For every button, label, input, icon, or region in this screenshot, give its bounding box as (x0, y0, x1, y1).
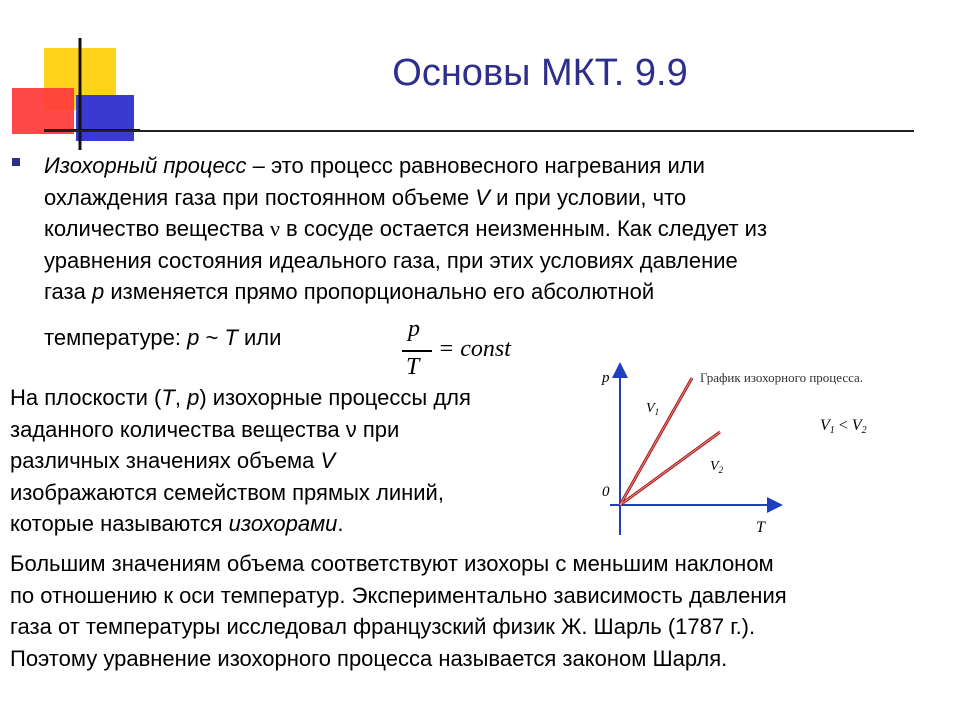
graph-caption: График изохорного процесса. (700, 370, 864, 385)
v1-label: $V_1$ (646, 401, 660, 417)
symbol-nu: ν (269, 216, 280, 241)
axis-x-label: T (756, 519, 765, 536)
para3-line2: по отношению к оси температур. Экспериментально зависимость давления (10, 582, 787, 608)
para1-line5: газа p изменяется прямо пропорционально его абсолютной (44, 279, 655, 304)
isochore-v2-highlight (620, 432, 720, 505)
para1-line3: количество вещества ν в сосуде остается неизменным. Как следует из (44, 216, 768, 241)
para1-line6: температуре: p ~ T или (44, 324, 282, 350)
formula-numerator: p (408, 316, 420, 342)
para3-line1: Большим значениям объема соответствуют изохоры с меньшим наклоном (10, 551, 774, 576)
bullet-icon (12, 158, 20, 166)
term-isochoric-process: Изохорный процесс (44, 153, 247, 178)
para2-line1: На плоскости (T, p) изохорные процессы для (10, 385, 471, 410)
formula-denominator: T (406, 354, 420, 380)
para2-line3: различных значениях объема V (10, 448, 336, 473)
decorative-logo (0, 0, 140, 150)
formula-equals-const: = const (438, 336, 511, 362)
isochoric-process-graph (580, 360, 950, 545)
symbol-v: V (475, 184, 490, 210)
axis-y-label: p (602, 370, 610, 386)
para3-line4: Поэтому уравнение изохорного процесса называется законом Шарля. (10, 645, 728, 671)
paragraph-charles-law (10, 548, 955, 674)
paragraph-isochores-plane (10, 382, 570, 540)
v2-label: $V_2$ (710, 459, 724, 475)
origin-label: 0 (602, 484, 610, 500)
volume-relation: V1 < V2 (820, 417, 867, 436)
para1-line1: Изохорный процесс – это процесс равновесного нагревания или (44, 153, 705, 178)
isochore-v1-highlight (620, 378, 692, 505)
para1-line4: уравнения состояния идеального газа, при этих условиях давление (44, 247, 738, 273)
logo-red-square (12, 88, 74, 134)
para2-line5: которые называются изохорами. (10, 511, 344, 536)
page-title: Основы МКТ. 9.9 (392, 52, 688, 94)
charles-law-formula (398, 316, 538, 388)
symbol-p: p (91, 279, 105, 304)
title-divider (44, 130, 914, 132)
para1-line2: охлаждения газа при постоянном объеме V и при условии, что (44, 184, 687, 210)
para2-line4: изображаются семейством прямых линий, (10, 479, 444, 505)
para2-line2: заданного количества вещества ν при (10, 416, 400, 442)
logo-blue-square (76, 95, 134, 141)
formula-fraction-bar (402, 350, 432, 352)
term-isochores: изохорами (228, 511, 338, 536)
para3-line3: газа от температуры исследовал французский физик Ж. Шарль (1787 г.). (10, 614, 756, 639)
